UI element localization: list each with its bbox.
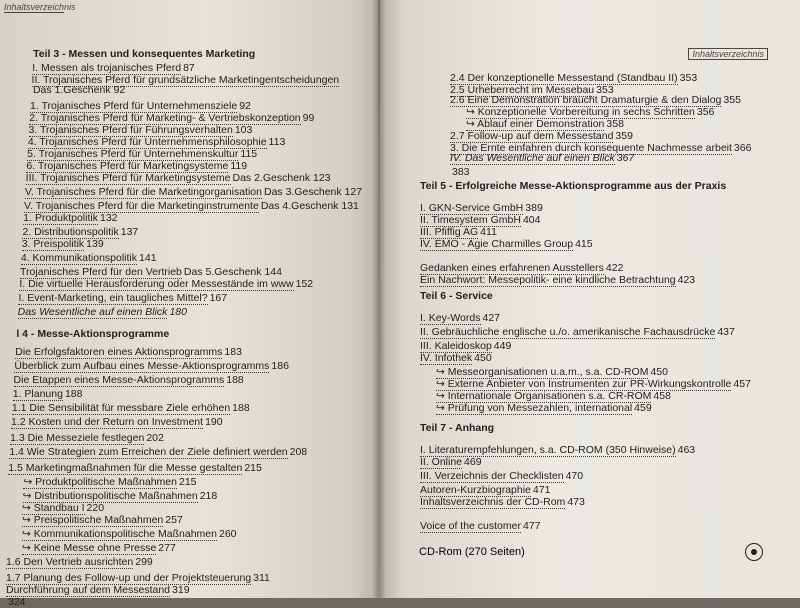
left-toc-entry: ↪ Kommunikationspolitische Maßnahmen 260 bbox=[22, 528, 237, 540]
left-toc-entry: ↪ Distributionspolitische Maßnahmen 218 bbox=[22, 490, 218, 502]
toc-page-number: Das 4.Geschenk 131 bbox=[260, 200, 359, 212]
toc-page-number: Das 3.Geschenk 127 bbox=[264, 186, 363, 198]
right-toc-entry bbox=[420, 274, 760, 287]
toc-page-number: 115 bbox=[240, 148, 258, 160]
cd-rom-label: CD-Rom (270 Seiten) bbox=[419, 546, 525, 558]
toc-page-number: 458 bbox=[653, 390, 671, 402]
toc-entry-text: 4. Trojanisches Pferd für Unternehmensphilosophie bbox=[27, 136, 267, 148]
right-toc-entry: ↪ Konzeptionelle Vorbereitung in sechs Schritten 356 bbox=[466, 106, 715, 118]
toc-page-number: 103 bbox=[234, 124, 253, 136]
toc-entry-text: Voice of the customer bbox=[420, 520, 521, 532]
toc-page-number: 470 bbox=[565, 470, 584, 482]
toc-entry-text: I. Die virtuelle Herausforderung oder Messestände im www bbox=[19, 278, 294, 290]
toc-entry-text: Distributionspolitische Maßnahmen bbox=[34, 490, 198, 502]
toc-page-number: 457 bbox=[733, 378, 751, 390]
toc-page-number: 137 bbox=[120, 226, 139, 238]
left-toc-entry bbox=[19, 278, 369, 291]
left-toc-entry bbox=[9, 446, 359, 459]
toc-entry-text: 1.6 Den Vertrieb ausrichten bbox=[6, 556, 134, 568]
toc-entry-text: III. Verzeichnis der Checklisten bbox=[420, 470, 564, 482]
toc-page-number: 113 bbox=[268, 136, 286, 148]
left-toc-entry bbox=[13, 388, 363, 401]
toc-entry-text: 2.4 Der konzeptionelle Messestand (Standbau II) bbox=[450, 72, 678, 84]
toc-entry-text: Preispolitische Maßnahmen bbox=[33, 514, 164, 526]
toc-page-number: 459 bbox=[634, 402, 652, 414]
toc-page-number: 257 bbox=[165, 514, 183, 526]
toc-page-number: 208 bbox=[289, 446, 308, 458]
toc-entry-text: Inhaltsverzeichnis der CD-Rom bbox=[420, 496, 566, 508]
toc-page-number: 152 bbox=[295, 278, 314, 290]
toc-entry-text: Produktpolitische Maßnahmen bbox=[35, 476, 177, 488]
left-toc-entry bbox=[23, 212, 373, 225]
toc-page-number: 423 bbox=[677, 274, 696, 286]
toc-entry-text: I. Literaturempfehlungen, s.a. CD-ROM (350 Hinweise) bbox=[420, 444, 676, 456]
toc-page-number: 220 bbox=[86, 502, 105, 514]
right-toc-entry: ↪ Prüfung von Messezahlen, international 459 bbox=[436, 402, 652, 414]
toc-page-number: 87 bbox=[183, 62, 195, 74]
toc-entry-text: 1.7 Planung des Follow-up und der Projektsteuerung bbox=[6, 572, 252, 584]
toc-page-number: 450 bbox=[474, 352, 492, 364]
toc-entry-text: Durchführung auf dem Messestand bbox=[6, 584, 171, 596]
toc-page-number: 119 bbox=[230, 160, 248, 172]
toc-entry-text: Teil 6 - Service bbox=[420, 290, 493, 302]
toc-entry-text: I. GKN-Service GmbH bbox=[420, 202, 524, 214]
toc-entry-text: Messeorganisationen u.a.m., s.a. CD-ROM bbox=[447, 366, 649, 378]
right-toc-entry: ↪ Ablauf einer Demonstration 358 bbox=[466, 118, 624, 130]
toc-page-number: 141 bbox=[139, 252, 157, 264]
toc-entry-text: 2. Distributionspolitik bbox=[22, 226, 119, 238]
right-toc-entry bbox=[420, 290, 760, 302]
toc-page-number: 367 bbox=[616, 152, 635, 164]
left-toc-entry: ↪ Produktpolitische Maßnahmen 215 bbox=[23, 476, 197, 488]
toc-entry-text: 2.5 Urheberrecht im Messebau bbox=[450, 84, 595, 96]
right-toc-entry bbox=[420, 352, 760, 365]
left-toc-entry bbox=[8, 462, 358, 475]
toc-entry-text: Konzeptionelle Vorbereitung in sechs Schritten bbox=[477, 106, 695, 118]
toc-page-number: 180 bbox=[169, 306, 187, 318]
toc-page-number: 411 bbox=[480, 226, 497, 238]
toc-page-number: 167 bbox=[209, 292, 228, 304]
toc-page-number: 319 bbox=[172, 584, 190, 596]
left-toc-entry bbox=[10, 432, 360, 445]
toc-page-number: 471 bbox=[532, 484, 551, 496]
toc-entry-text: I. Messen als trojanisches Pferd bbox=[32, 62, 182, 74]
toc-page-number: 359 bbox=[615, 130, 633, 142]
toc-page-number: 92 bbox=[239, 100, 251, 112]
right-toc-entry bbox=[420, 326, 760, 339]
left-toc-entry bbox=[26, 172, 376, 185]
left-toc-entry bbox=[11, 416, 361, 429]
left-toc-entry: ↪ Standbau I 220 bbox=[22, 502, 105, 514]
toc-entry-text: 2. Trojanisches Pferd für Marketing- & Vertriebskonzeption bbox=[29, 112, 301, 124]
toc-entry-text: V. Trojanisches Pferd für die Marketinginstrumente bbox=[24, 200, 259, 212]
toc-entry-text: 3. Trojanisches Pferd für Führungsverhalten bbox=[28, 124, 233, 136]
toc-entry-text: Gedanken eines erfahrenen Ausstellers bbox=[420, 262, 604, 274]
right-toc-entry bbox=[420, 312, 760, 325]
toc-entry-text: IV. Das Wesentliche auf einen Blick bbox=[450, 152, 615, 164]
toc-page-number: 358 bbox=[606, 118, 624, 130]
toc-entry-text: 2.7 Follow-up auf dem Messestand bbox=[450, 130, 614, 142]
left-running-header: Inhaltsverzeichnis bbox=[4, 2, 76, 12]
toc-entry-text: Die Erfolgsfaktoren eines Aktionsprogramms bbox=[15, 346, 223, 358]
toc-entry-text: Standbau I bbox=[33, 502, 85, 514]
right-toc-entry bbox=[420, 520, 760, 533]
left-toc-entry bbox=[21, 252, 371, 265]
toc-entry-text: Ein Nachwort: Messepolitik- eine kindliche Betrachtung bbox=[420, 274, 676, 286]
toc-page-number: 422 bbox=[605, 262, 624, 274]
toc-page-number: 389 bbox=[525, 202, 543, 214]
toc-entry-text: II. Timesystem GmbH bbox=[420, 214, 521, 226]
toc-page-number: 469 bbox=[464, 456, 482, 468]
right-toc-entry bbox=[420, 422, 760, 434]
toc-page-number: 473 bbox=[567, 496, 585, 508]
left-toc-entry bbox=[15, 346, 365, 359]
left-toc-entry bbox=[18, 292, 368, 305]
left-toc-entry bbox=[22, 238, 372, 251]
toc-entry-text: 3. Preispolitik bbox=[21, 238, 85, 250]
toc-entry-text: 1.4 Wie Strategien zum Erreichen der Ziele definiert werden bbox=[9, 446, 288, 458]
toc-entry-text: III. Kaleidoskop bbox=[420, 340, 492, 352]
toc-page-number: 99 bbox=[302, 112, 315, 124]
cd-icon bbox=[745, 543, 763, 561]
toc-page-number: 139 bbox=[86, 238, 104, 250]
left-toc-entry bbox=[33, 48, 383, 60]
toc-entry-text: 1.1 Die Sensibilität für messbare Ziele erhöhen bbox=[11, 402, 231, 414]
toc-entry-text: Ablauf einer Demonstration bbox=[477, 118, 605, 130]
toc-entry-text: Teil 5 - Erfolgreiche Messe-Aktionsprogramme aus der Praxis bbox=[420, 180, 727, 192]
toc-page-number: 324 bbox=[8, 596, 26, 608]
toc-page-number: 463 bbox=[677, 444, 696, 456]
right-toc-entry bbox=[450, 166, 750, 178]
toc-entry-text: III. Pfiffig AG bbox=[420, 226, 479, 238]
left-toc-entry bbox=[31, 84, 381, 96]
toc-page-number: 353 bbox=[679, 72, 698, 84]
right-toc-entry bbox=[450, 152, 750, 165]
toc-entry-text: I. Event-Marketing, ein taugliches Mittel? bbox=[18, 292, 208, 304]
toc-entry-text: Überblick zum Aufbau eines Messe-Aktionsprogramms bbox=[14, 360, 270, 372]
toc-entry-text: Trojanisches Pferd für den Vertrieb bbox=[20, 266, 182, 278]
toc-page-number: 202 bbox=[146, 432, 164, 444]
toc-page-number: 188 bbox=[232, 402, 250, 414]
right-running-header: Inhaltsverzeichnis bbox=[688, 48, 768, 60]
right-toc-entry bbox=[420, 496, 760, 509]
left-toc-entry bbox=[14, 374, 364, 387]
left-toc-entry bbox=[6, 556, 356, 569]
toc-page-number: 355 bbox=[723, 94, 741, 106]
toc-page-number: Das 5.Geschenk 144 bbox=[183, 266, 282, 278]
toc-page-number: 188 bbox=[64, 388, 83, 400]
toc-entry-text: 1. Produktpolitik bbox=[23, 212, 98, 224]
toc-entry-text: 1. Planung bbox=[12, 388, 63, 400]
toc-entry-text: 1. Trojanisches Pferd für Unternehmensziele bbox=[30, 100, 238, 112]
toc-entry-text: 1.5 Marketingmaßnahmen für die Messe gestalten bbox=[8, 462, 243, 474]
toc-entry-text: Teil 3 - Messen und konsequentes Marketing bbox=[33, 48, 256, 60]
toc-entry-text: II. Online bbox=[420, 456, 463, 468]
toc-page-number: 215 bbox=[178, 476, 197, 488]
toc-page-number: 215 bbox=[244, 462, 262, 474]
cd-rom-line bbox=[419, 546, 763, 558]
left-toc-entry bbox=[6, 596, 356, 608]
toc-entry-text: IV. EMO - Agie Charmilles Group bbox=[420, 238, 574, 250]
toc-entry-text: V. Trojanisches Pferd für die Marketingorganisation bbox=[24, 186, 262, 198]
toc-entry-text: Teil 7 - Anhang bbox=[420, 422, 495, 434]
toc-page-number: 311 bbox=[253, 572, 270, 584]
left-toc-entry bbox=[25, 186, 375, 199]
toc-entry-text: 4. Kommunikationspolitik bbox=[20, 252, 138, 264]
toc-entry-text: 2.6 Eine Demonstration braucht Dramaturgie & den Dialog bbox=[450, 94, 722, 106]
left-toc-entry bbox=[14, 360, 364, 373]
toc-entry-text: 1.3 Die Messeziele festlegen bbox=[10, 432, 145, 444]
toc-page-number: 427 bbox=[482, 312, 501, 324]
toc-page-number: 218 bbox=[199, 490, 218, 502]
toc-entry-text: Externe Anbieter von Instrumenten zur PR-Wirkungskontrolle bbox=[447, 378, 732, 390]
toc-entry-text: Keine Messe ohne Presse bbox=[33, 542, 157, 554]
toc-page-number: 186 bbox=[271, 360, 289, 372]
toc-page-number: 353 bbox=[596, 84, 614, 96]
toc-entry-text: Internationale Organisationen s.a. CR-ROM bbox=[447, 390, 652, 402]
toc-page-number: 132 bbox=[99, 212, 118, 224]
right-toc-entry bbox=[420, 238, 760, 251]
toc-page-number: 356 bbox=[696, 106, 715, 118]
left-toc-entry bbox=[16, 328, 366, 340]
toc-entry-text: IV. Infothek bbox=[420, 352, 473, 364]
right-page bbox=[380, 0, 800, 598]
right-toc-entry: ↪ Messeorganisationen u.a.m., s.a. CD-ROM 450 bbox=[436, 366, 668, 378]
right-toc-entry: ↪ Externe Anbieter von Instrumenten zur PR-Wirkungskontrolle 457 bbox=[436, 378, 751, 390]
toc-page-number: 277 bbox=[158, 542, 176, 554]
toc-entry-text: III. Trojanisches Pferd für Marketingsysteme bbox=[25, 172, 231, 184]
toc-page-number: 260 bbox=[218, 528, 237, 540]
toc-page-number: 190 bbox=[205, 416, 223, 428]
book-gutter bbox=[372, 0, 386, 598]
toc-entry-text: 3. Die Ernte einfahren durch konsequente Nachmesse arbeit bbox=[450, 142, 732, 154]
toc-page-number: 415 bbox=[575, 238, 593, 250]
left-toc-entry: ↪ Preispolitische Maßnahmen 257 bbox=[22, 514, 183, 526]
right-toc-entry bbox=[420, 180, 760, 192]
toc-page-number: 299 bbox=[135, 556, 153, 568]
right-toc-entry bbox=[420, 470, 760, 483]
toc-entry-text: 1.2 Kosten und der Return on Investment bbox=[11, 416, 204, 428]
toc-page-number: 437 bbox=[717, 326, 735, 338]
toc-page-number: 183 bbox=[224, 346, 242, 358]
toc-page-number: Das 2.Geschenk 123 bbox=[232, 172, 331, 184]
toc-page-number: 366 bbox=[733, 142, 752, 154]
toc-entry-text: Prüfung von Messezahlen, international bbox=[447, 402, 633, 414]
left-page bbox=[0, 0, 378, 608]
toc-entry-text: Die Etappen eines Messe-Aktionsprogramms bbox=[13, 374, 225, 386]
left-toc-entry: ↪ Keine Messe ohne Presse 277 bbox=[22, 542, 176, 554]
toc-entry-text: Kommunikationspolitische Maßnahmen bbox=[33, 528, 217, 540]
toc-page-number: 404 bbox=[522, 214, 541, 226]
right-toc-entry bbox=[420, 456, 760, 469]
toc-entry-text: 5. Trojanisches Pferd für Unternehmenskultur bbox=[27, 148, 239, 160]
toc-page-number: 449 bbox=[493, 340, 512, 352]
toc-entry-text: Das Wesentliche auf einen Blick bbox=[17, 306, 168, 318]
toc-entry-text: l 4 - Messe-Aktionsprogramme bbox=[16, 328, 170, 340]
toc-entry-text: Autoren-Kurzbiographie bbox=[420, 484, 531, 496]
toc-entry-text: 6. Trojanisches Pferd für Marketingsysteme bbox=[26, 160, 229, 172]
right-toc-entry: ↪ Internationale Organisationen s.a. CR-ROM 458 bbox=[436, 390, 671, 402]
left-toc-entry bbox=[18, 306, 368, 319]
toc-page-number: 383 bbox=[452, 166, 470, 178]
toc-entry-text: II. Gebräuchliche englische u./o. amerikanische Fachausdrücke bbox=[420, 326, 716, 338]
toc-entry-text: I. Key-Words bbox=[420, 312, 481, 324]
left-toc-entry bbox=[12, 402, 362, 415]
toc-page-number: Das 1.Geschenk 92 bbox=[32, 84, 126, 96]
toc-page-number: 188 bbox=[226, 374, 244, 386]
toc-page-number: 450 bbox=[650, 366, 668, 378]
toc-page-number: 477 bbox=[522, 520, 541, 532]
toc-entry-text: II. Trojanisches Pferd für grundsätzliche Marketingentscheidungen bbox=[31, 74, 340, 86]
